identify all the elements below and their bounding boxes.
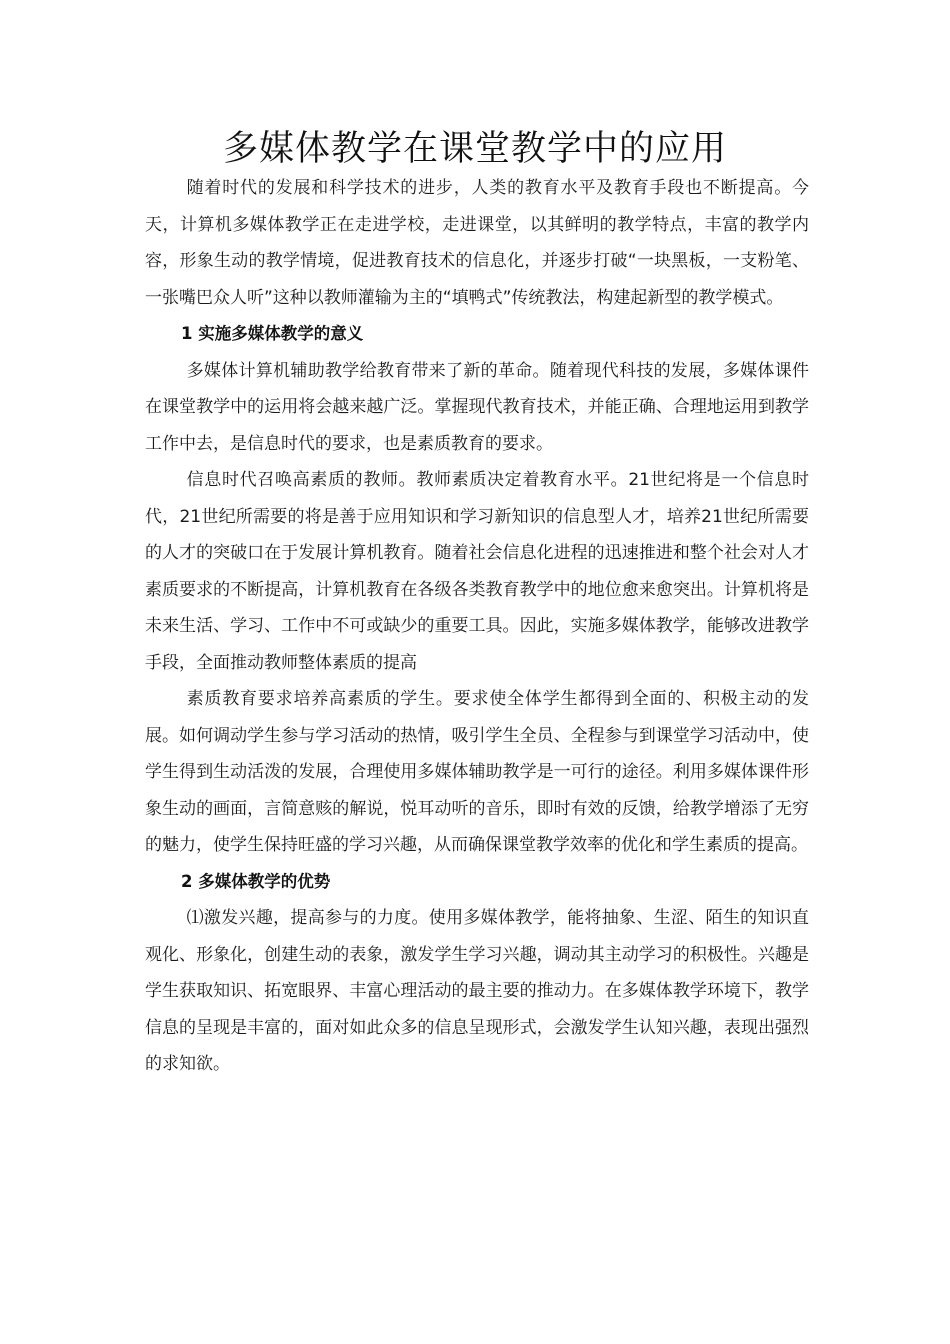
document-body bbox=[145, 170, 809, 1083]
body-paragraph: 信息时代召唤高素质的教师。教师素质决定着教育水平。21世纪将是一个信息时代，21世纪所需要的将是善于应用知识和学习新知识的信息型人才，培养21世纪所需要的人才的突破口在于发展计算机教育。随着社会信息化进程的迅速推进和整个社会对人才素质要求的不断提高，计算机教育在各级各类教育教学中的地位愈来愈突出。计算机将是未来生活、学习、工作中不可或缺少的重要工具。因此，实施多媒体教学，能够改进教学手段，全面推动教师整体素质的提高 bbox=[145, 470, 809, 673]
section-heading: 1 实施多媒体教学的意义 bbox=[181, 324, 364, 343]
body-paragraph: 素质教育要求培养高素质的学生。要求使全体学生都得到全面的、积极主动的发展。如何调动学生参与学习活动的热情，吸引学生全员、全程参与到课堂学习活动中，使学生得到生动活泼的发展，合理使用多媒体辅助教学是一可行的途径。利用多媒体课件形象生动的画面，言简意赅的解说，悦耳动听的音乐，即时有效的反馈，给教学增添了无穷的魅力，使学生保持旺盛的学习兴趣，从而确保课堂教学效率的优化和学生素质的提高。 bbox=[145, 689, 809, 855]
body-paragraph: 多媒体计算机辅助教学给教育带来了新的革命。随着现代科技的发展，多媒体课件在课堂教学中的运用将会越来越广泛。掌握现代教育技术，并能正确、合理地运用到教学工作中去，是信息时代的要求，也是素质教育的要求。 bbox=[145, 360, 809, 454]
document-title: 多媒体教学在课堂教学中的应用 bbox=[222, 129, 727, 169]
intro-paragraph: 随着时代的发展和科学技术的进步，人类的教育水平及教育手段也不断提高。今天，计算机多媒体教学正在走进学校，走进课堂，以其鲜明的教学特点，丰富的教学内容，形象生动的教学情境，促进教育技术的信息化，并逐步打破“一块黑板，一支粉笔、一张嘴巴众人听”这种以教师灌输为主的“填鸭式”传统教法，构建起新型的教学模式。 bbox=[145, 178, 809, 308]
body-paragraph: ⑴激发兴趣，提高参与的力度。使用多媒体教学，能将抽象、生涩、陌生的知识直观化、形象化，创建生动的表象，激发学生学习兴趣，调动其主动学习的积极性。兴趣是学生获取知识、拓宽眼界、丰富心理活动的最主要的推动力。在多媒体教学环境下，教学信息的呈现是丰富的，面对如此众多的信息呈现形式，会激发学生认知兴趣，表现出强烈的求知欲。 bbox=[145, 908, 809, 1074]
section-heading: 2 多媒体教学的优势 bbox=[181, 871, 331, 891]
